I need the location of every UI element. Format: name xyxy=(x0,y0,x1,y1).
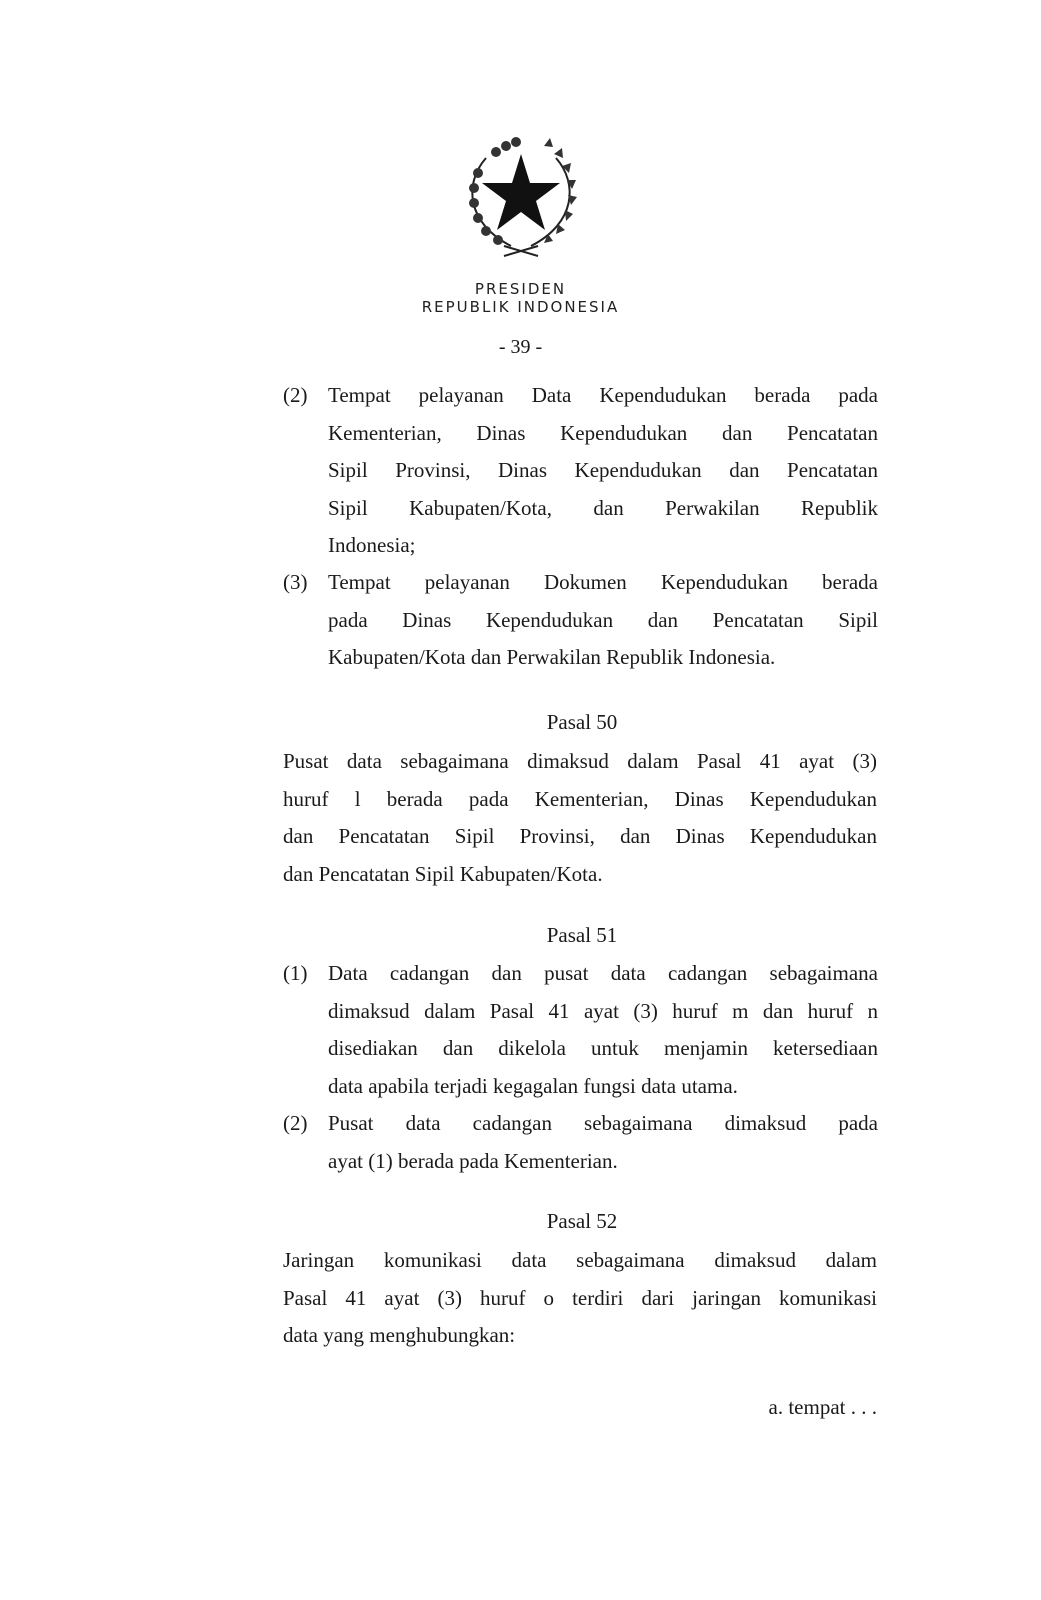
item-text xyxy=(328,955,878,1105)
text-line: Indonesia; xyxy=(328,533,416,557)
text-line: huruf l berada pada Kementerian, Dinas Kependudukan xyxy=(283,786,877,811)
text-line: Pasal 41 ayat (3) huruf o terdiri dari jaringan komunikasi xyxy=(283,1285,877,1310)
text-line: Kabupaten/Kota dan Perwakilan Republik Indonesia. xyxy=(328,645,776,669)
text-line: Pusat data sebagaimana dimaksud dalam Pasal 41 ayat (3) xyxy=(283,749,877,773)
text-line: data apabila terjadi kegagalan fungsi data utama. xyxy=(328,1073,738,1098)
continuation-marker: a. tempat . . . xyxy=(768,1395,877,1419)
header-president: PRESIDEN xyxy=(474,280,567,298)
section-heading: Pasal 52 xyxy=(546,1209,618,1233)
header-republic: REPUBLIK INDONESIA xyxy=(421,298,620,316)
text-line: Pusat data cadangan sebagaimana dimaksud pada xyxy=(328,1111,878,1135)
text-line: dan Pencatatan Sipil Kabupaten/Kota. xyxy=(283,861,603,886)
item-text xyxy=(328,377,878,565)
item-text xyxy=(328,1105,878,1180)
item-number: (1) xyxy=(283,961,308,985)
text-line: data yang menghubungkan: xyxy=(283,1323,516,1347)
text-line: ayat (1) berada pada Kementerian. xyxy=(328,1148,618,1173)
text-line: dan Pencatatan Sipil Provinsi, dan Dinas Kependudukan xyxy=(283,824,877,848)
paragraph xyxy=(283,1242,877,1355)
item-number: (2) xyxy=(283,383,308,407)
paragraph xyxy=(283,743,877,893)
text-line: Kementerian, Dinas Kependudukan dan Pencatatan xyxy=(328,420,878,445)
garuda-emblem-icon xyxy=(456,128,586,258)
item-text xyxy=(328,564,878,677)
page-number: - 39 - xyxy=(498,336,543,358)
text-line: dimaksud dalam Pasal 41 ayat (3) huruf m dan huruf n xyxy=(328,998,878,1023)
text-line: disediakan dan dikelola untuk menjamin ketersediaan xyxy=(328,1036,878,1060)
text-line: Sipil Provinsi, Dinas Kependudukan dan Pencatatan xyxy=(328,458,878,482)
text-line: Data cadangan dan pusat data cadangan sebagaimana xyxy=(328,961,878,985)
section-heading: Pasal 51 xyxy=(546,923,618,947)
text-line: Sipil Kabupaten/Kota, dan Perwakilan Republik xyxy=(328,495,878,520)
text-line: Tempat pelayanan Data Kependudukan berada pada xyxy=(328,383,878,407)
text-line: pada Dinas Kependudukan dan Pencatatan Sipil xyxy=(328,607,878,632)
section-heading: Pasal 50 xyxy=(546,710,618,734)
item-number: (3) xyxy=(283,570,308,594)
text-line: Jaringan komunikasi data sebagaimana dimaksud dalam xyxy=(283,1248,877,1272)
item-number: (2) xyxy=(283,1111,308,1135)
text-line: Tempat pelayanan Dokumen Kependudukan berada xyxy=(328,570,878,594)
